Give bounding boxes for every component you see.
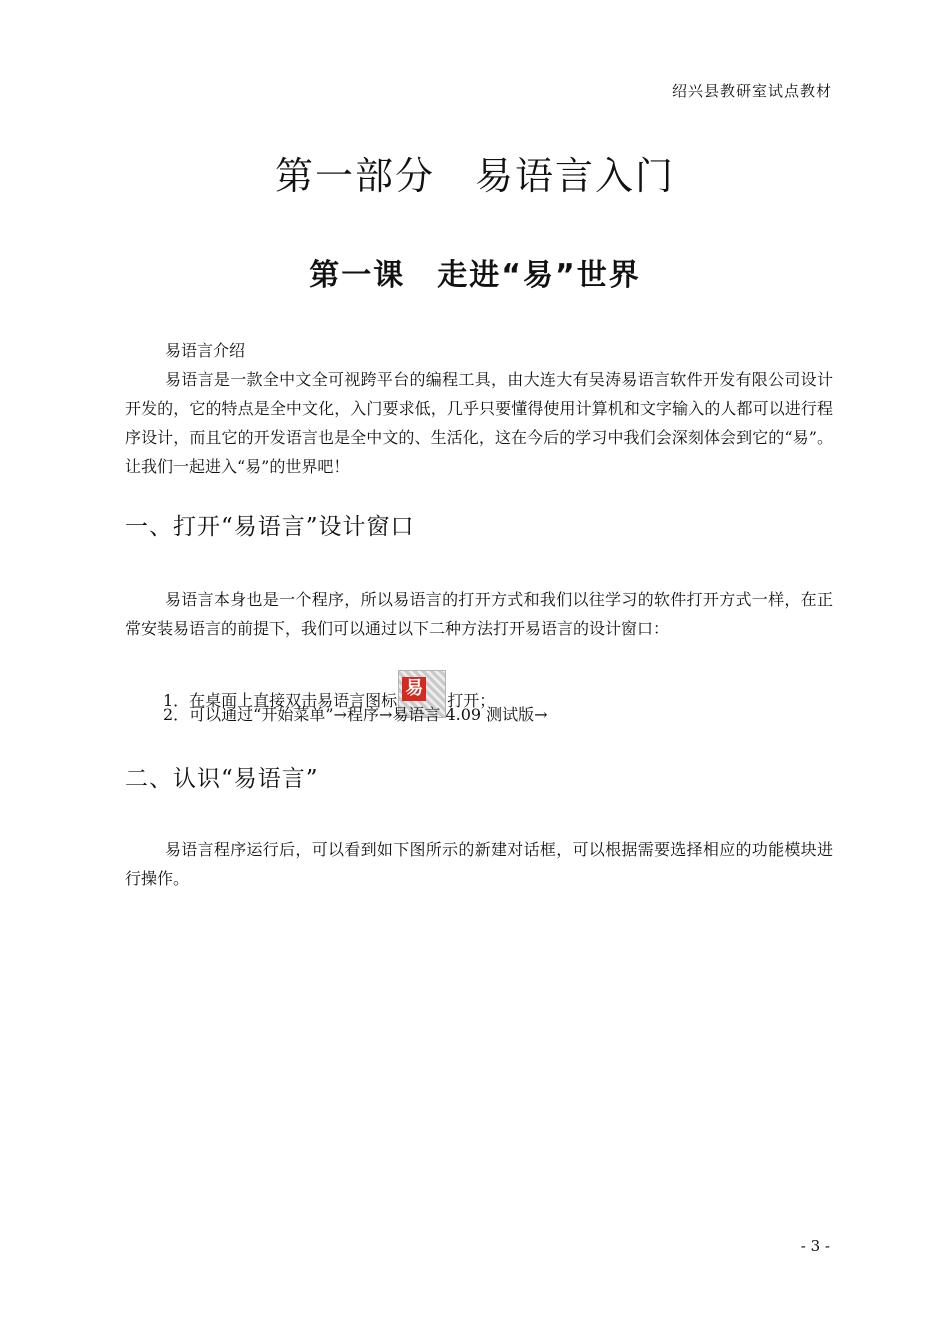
- section1-paragraph: 易语言本身也是一个程序，所以易语言的打开方式和我们以往学习的软件打开方式一样，在正常安装易语言的前提下，我们可以通过以下二种方法打开易语言的设计窗口：: [125, 590, 833, 638]
- yi-glyph: 易: [402, 677, 426, 701]
- intro-paragraph: 易语言是一款全中文全可视跨平台的编程工具，由大连大有吴涛易语言软件开发有限公司设计开发的，它的特点是全中文化，入门要求低，几乎只要懂得使用计算机和文字输入的人都可以进行程序设计，而且它的开发语言也是全中文的、生活化，这在今后的学习中我们会深刻体会到它的“易”。让我们一起进入“易”的世界吧！: [125, 370, 833, 476]
- method-item-1-text: 1．在桌面上直接双击易语言图标: [163, 691, 398, 710]
- lesson-title: 第一课 走进“易”世界: [309, 258, 641, 293]
- intro-heading: 易语言介绍: [165, 341, 246, 360]
- part-title: 第一部分 易语言入门: [274, 154, 675, 198]
- section2-paragraph: 易语言程序运行后，可以看到如下图所示的新建对话框，可以根据需要选择相应的功能模块进行操作。: [125, 840, 833, 888]
- header-note: 绍兴县教研室试点教材: [671, 82, 832, 100]
- section1-heading: 一、打开“易语言”设计窗口: [125, 514, 415, 540]
- page-number: - 3 -: [800, 1237, 830, 1255]
- section2-heading: 二、认识“易语言”: [125, 766, 319, 792]
- method-item-2: 2．可以通过“开始菜单”→程序→易语言 4.09 测试版→: [163, 705, 548, 724]
- method-item-1-suffix: 打开；: [447, 691, 496, 710]
